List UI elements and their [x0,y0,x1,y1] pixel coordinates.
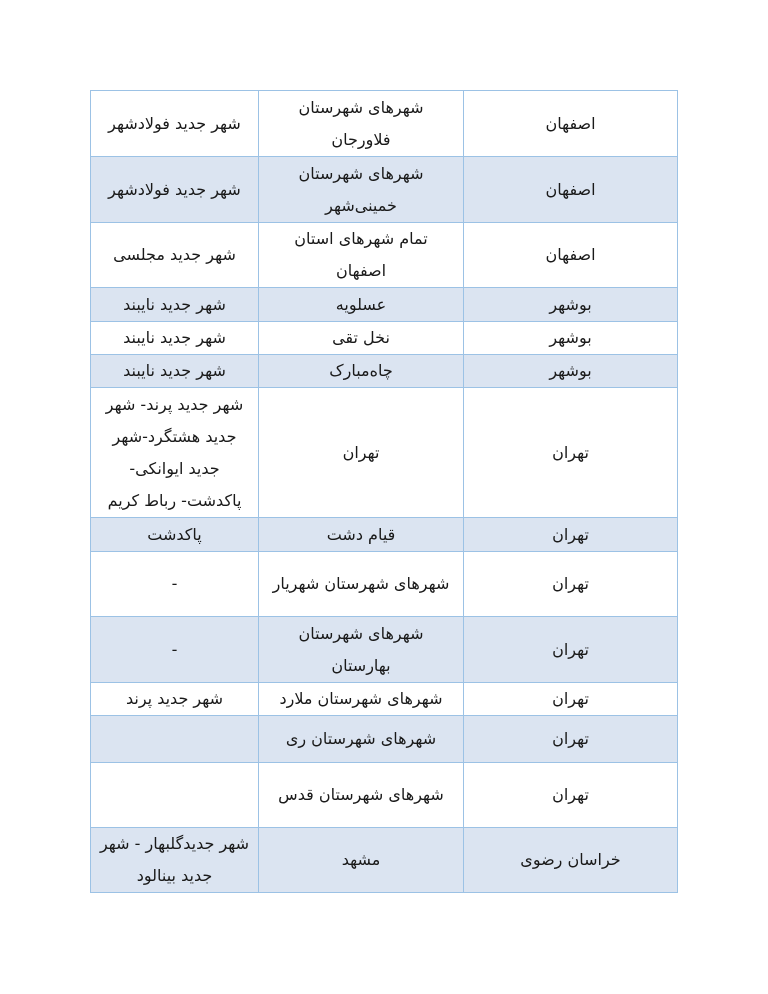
province-cell: تهران [464,388,678,518]
new-town-cell: شهر جدید پرند [91,683,259,716]
province-cell: اصفهان [464,157,678,223]
province-cell: بوشهر [464,322,678,355]
area-cell: شهرهای شهرستان ملارد [259,683,464,716]
new-town-cell: شهر جدید مجلسی [91,223,259,288]
table-row [91,617,678,683]
new-town-cell: شهر جدید فولادشهر [91,91,259,157]
province-cell: تهران [464,617,678,683]
province-cell: تهران [464,518,678,552]
table-row [91,552,678,617]
new-town-cell: پاکدشت [91,518,259,552]
area-cell: شهرهای شهرستان فلاورجان [259,91,464,157]
table-row [91,91,678,157]
table-row [91,288,678,322]
province-cell: بوشهر [464,288,678,322]
new-town-cell: شهر جدید نایبند [91,355,259,388]
province-cell: تهران [464,716,678,763]
table-row [91,157,678,223]
new-town-cell: شهر جدید نایبند [91,322,259,355]
area-cell: شهرهای شهرستان بهارستان [259,617,464,683]
area-cell: شهرهای شهرستان ری [259,716,464,763]
area-cell: تهران [259,388,464,518]
province-cell: خراسان رضوی [464,828,678,893]
new-town-cell: - [91,552,259,617]
new-town-cell: - [91,617,259,683]
table-row [91,223,678,288]
table-row [91,828,678,893]
province-cell: تهران [464,552,678,617]
new-town-cell: شهر جدیدگلبهار - شهر جدید بینالود [91,828,259,893]
province-cell: تهران [464,683,678,716]
new-town-cell: شهر جدید پرند- شهر جدید هشتگرد-شهر جدید ایوانکی- پاکدشت- رباط کریم [91,388,259,518]
area-cell: نخل تقی [259,322,464,355]
new-town-cell [91,716,259,763]
province-cell: تهران [464,763,678,828]
table-row [91,683,678,716]
table-row [91,355,678,388]
area-cell: مشهد [259,828,464,893]
province-cell: اصفهان [464,91,678,157]
area-cell: قیام دشت [259,518,464,552]
table-row [91,518,678,552]
area-cell: عسلویه [259,288,464,322]
cities-table [90,90,678,893]
new-town-cell: شهر جدید فولادشهر [91,157,259,223]
area-cell: شهرهای شهرستان خمینی‌شهر [259,157,464,223]
table-row [91,763,678,828]
table-row [91,716,678,763]
area-cell: شهرهای شهرستان قدس [259,763,464,828]
table-body [91,91,678,893]
province-cell: اصفهان [464,223,678,288]
new-town-cell: شهر جدید نایبند [91,288,259,322]
area-cell: شهرهای شهرستان شهریار [259,552,464,617]
area-cell: تمام شهرهای استان اصفهان [259,223,464,288]
area-cell: چاه‌مبارک [259,355,464,388]
table-row [91,388,678,518]
new-town-cell [91,763,259,828]
province-cell: بوشهر [464,355,678,388]
table-row [91,322,678,355]
